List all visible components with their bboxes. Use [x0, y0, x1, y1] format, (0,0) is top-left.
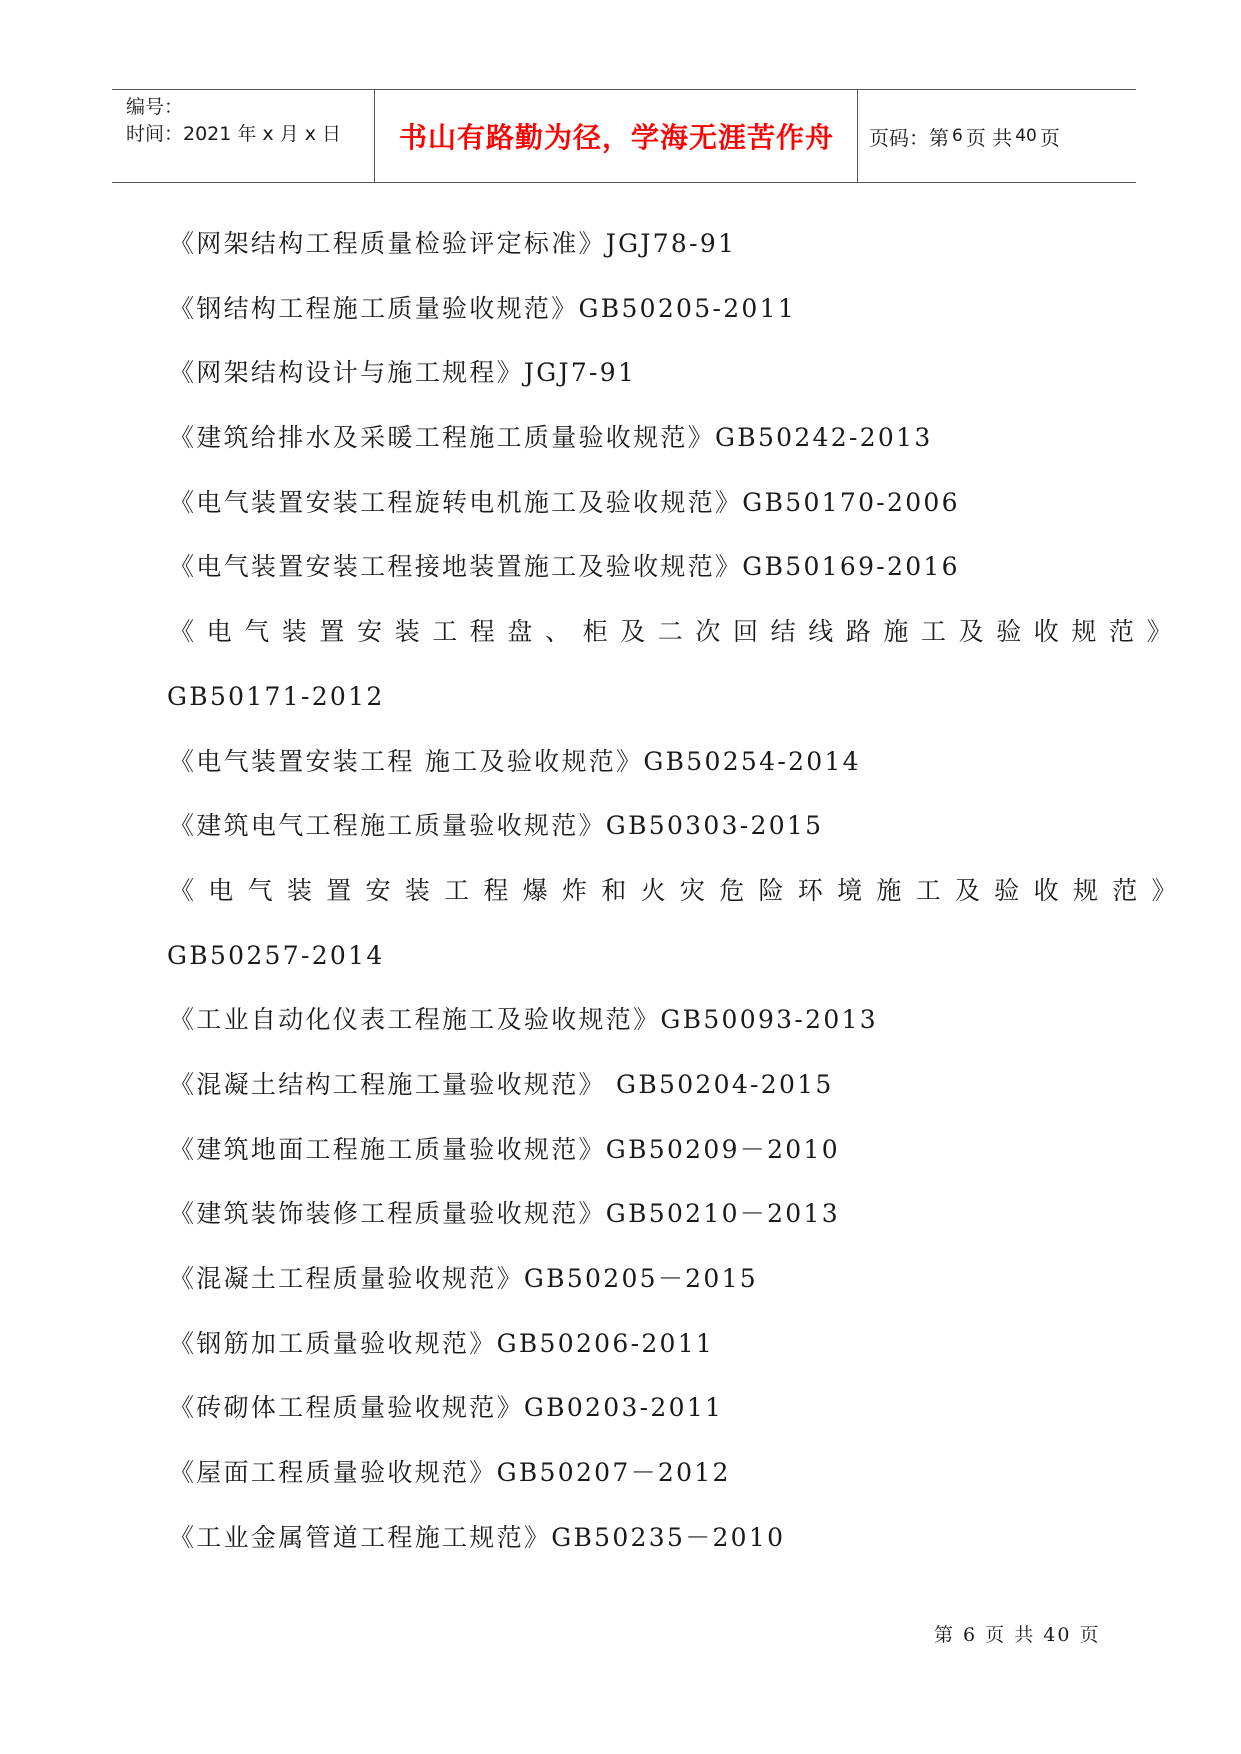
page-suffix: 页: [1039, 125, 1060, 150]
standard-item: 《电气装置安装工程旋转电机施工及验收规范》GB50170-2006: [169, 487, 960, 517]
standard-item: 《混凝土工程质量验收规范》GB50205－2015: [169, 1264, 758, 1293]
page-total: 40: [1015, 126, 1037, 146]
page-header: [112, 89, 1136, 183]
standard-item: 《屋面工程质量验收规范》GB50207－2012: [169, 1458, 731, 1488]
document-time-label: 时间：2021 年 x 月 x 日: [126, 123, 342, 145]
standard-item: 《电气装置安装工程爆炸和火灾危险环境施工及验收规范》: [169, 875, 1191, 905]
document-number-label: 编号：: [126, 96, 184, 118]
standard-item: 《工业自动化仪表工程施工及验收规范》GB50093-2013: [169, 1005, 878, 1035]
standard-item: 《钢结构工程施工质量验收规范》GB50205-2011: [169, 293, 797, 323]
standard-item: 《电气装置安装工程接地装置施工及验收规范》GB50169-2016: [169, 552, 960, 582]
standard-item-continuation: GB50171-2012: [167, 681, 385, 711]
standard-item: 《建筑地面工程施工质量验收规范》GB50209－2010: [169, 1134, 840, 1164]
header-motto: 书山有路勤为径，学海无涯苦作舟: [398, 121, 834, 154]
standard-item: 《电气装置安装工程盘、柜及二次回结线路施工及验收规范》: [169, 617, 1185, 647]
standard-item: 《网架结构工程质量检验评定标准》JGJ78-91: [169, 229, 737, 258]
standard-item: 《钢筋加工质量验收规范》GB50206-2011: [169, 1328, 715, 1358]
standard-item: 《建筑电气工程施工质量验收规范》GB50303-2015: [169, 811, 824, 841]
standard-item: 《建筑装饰装修工程质量验收规范》GB50210－2013: [169, 1199, 840, 1229]
header-divider-right: [857, 90, 858, 182]
standard-item: 《工业金属管道工程施工规范》GB50235－2010: [169, 1522, 786, 1552]
page-current: 6: [952, 126, 963, 146]
page-footer: 第 6 页 共 40 页: [934, 1624, 1101, 1646]
header-page-indicator: [869, 90, 1060, 182]
standard-item-continuation: GB50257-2014: [167, 940, 385, 970]
standards-list: [167, 212, 1191, 1570]
standard-item: 《电气装置安装工程 施工及验收规范》GB50254-2014: [169, 746, 861, 776]
standard-item: 《网架结构设计与施工规程》JGJ7-91: [169, 358, 637, 388]
standard-item: 《砖砌体工程质量验收规范》GB0203-2011: [169, 1393, 724, 1423]
header-info: [126, 94, 341, 148]
header-divider-left: [374, 90, 375, 182]
page-mid: 页 共: [965, 125, 1013, 150]
page-prefix: 页码：第: [869, 125, 949, 150]
standard-item: 《混凝土结构工程施工量验收规范》 GB50204-2015: [169, 1069, 834, 1099]
standard-item: 《建筑给排水及采暖工程施工质量验收规范》GB50242-2013: [169, 423, 933, 453]
